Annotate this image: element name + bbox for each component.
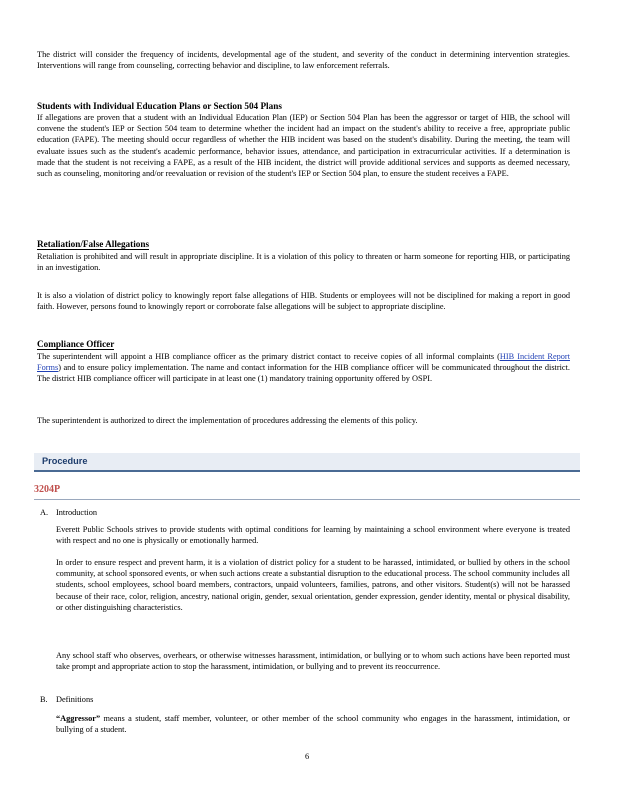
compliance-paragraph-2: The superintendent is authorized to direct the implementation of procedures addressing the elements of this policy. xyxy=(37,416,418,425)
retaliation-paragraph-1: Retaliation is prohibited and will result in appropriate discipline. It is a violation of this policy to threaten or harm someone for reporting HIB, or participating in an investigation. xyxy=(37,252,570,273)
procedure-divider xyxy=(34,499,580,500)
section-a-label: A. xyxy=(40,508,49,517)
procedure-bar xyxy=(34,453,580,472)
section-b-header xyxy=(40,695,93,704)
compliance-paragraph-1 xyxy=(37,351,570,385)
intro-paragraph: The district will consider the frequency of incidents, developmental age of the student, and severity of the conduct in determining intervention strategies. Interventions will range from counseling, correcting behavior and discipline, to law enforcement referrals. xyxy=(37,50,570,71)
aggressor-definition-text: means a student, staff member, volunteer, or other member of the school community who engages in the harassment, intimidation, or bullying of a student. xyxy=(56,714,570,735)
section-a-title: Introduction xyxy=(56,508,98,517)
section-b-title: Definitions xyxy=(56,695,94,704)
section-a-paragraph-3: Any school staff who observes, overhears, or otherwise witnesses harassment, intimidation, or bullying or to whom such actions have been reported must take prompt and appropriate action to stop the harassment, intimidation, or bullying and to prevent its reoccurrence. xyxy=(56,651,570,672)
iep-paragraph: If allegations are proven that a student with an Individual Education Plan (IEP) or Section 504 Plan has been the aggressor or target of HIB, the school will convene the student's IEP or Section 504 team to determine whether the incident had an impact on the student's ability to receive a free, appropriate public education (FAPE). The meeting should occur regardless of whether the HIB incident was based on the student's disability. During the meeting, the team will evaluate issues such as the student's academic performance, behavior issues, attendance, and participation in extracurricular activities. If a determination is made that the student is not receiving a FAPE, as a result of the HIB incident, the district will provide additional services and supports as deemed necessary, such as counseling, monitoring and/or reevaluation or revision of the student's IEP or Section 504 plan, to ensure the student receives a FAPE. xyxy=(37,113,570,179)
section-a-paragraph-1: Everett Public Schools strives to provide students with optimal conditions for learning by maintaining a school environment where everyone is treated with respect and no one is physically or emotionally harmed. xyxy=(56,525,570,546)
page-number: 6 xyxy=(305,752,310,761)
compliance-heading: Compliance Officer xyxy=(37,339,115,349)
procedure-code: 3204P xyxy=(34,484,61,495)
section-a-header xyxy=(40,508,97,517)
compliance-text-after-link: ) and to ensure policy implementation. The name and contact information for the HIB compliance officer will be communicated throughout the district. The district HIB compliance officer will participate in at least one (1) mandatory training opportunity offered by OSPI. xyxy=(37,363,570,384)
section-b-label: B. xyxy=(40,695,48,704)
iep-heading: Students with Individual Education Plans or Section 504 Plans xyxy=(37,101,282,111)
procedure-bar-label: Procedure xyxy=(42,456,88,466)
aggressor-term: “Aggressor” xyxy=(56,714,101,723)
hib-incident-report-forms-link[interactable]: HIB Incident Report Forms xyxy=(37,352,570,373)
section-a-paragraph-2: In order to ensure respect and prevent harm, it is a violation of district policy for a student to be harassed, intimidated, or bullied by others in the school community, at school sponsored events, or when such actions create a substantial disruption to the educational process. The school community includes all students, school employees, school board members, contractors, unpaid volunteers, families, patrons, and other visitors. Student(s) will not be harassed because of their race, color, religion, ancestry, national origin, gender, sexual orientation, gender expression, gender identity, mental or physical disability, or other distinguishing characteristics. xyxy=(56,558,570,612)
retaliation-heading: Retaliation/False Allegations xyxy=(37,239,150,249)
aggressor-definition xyxy=(56,713,570,735)
retaliation-paragraph-2: It is also a violation of district policy to knowingly report false allegations of HIB. Students or employees will not be disciplined for making a report in good faith. However, persons found to knowingly report or corroborate false allegations will be subject to appropriate discipline. xyxy=(37,291,570,312)
compliance-text-before-link: The superintendent will appoint a HIB compliance officer as the primary district contact to receive copies of all informal complaints ( xyxy=(37,352,500,361)
